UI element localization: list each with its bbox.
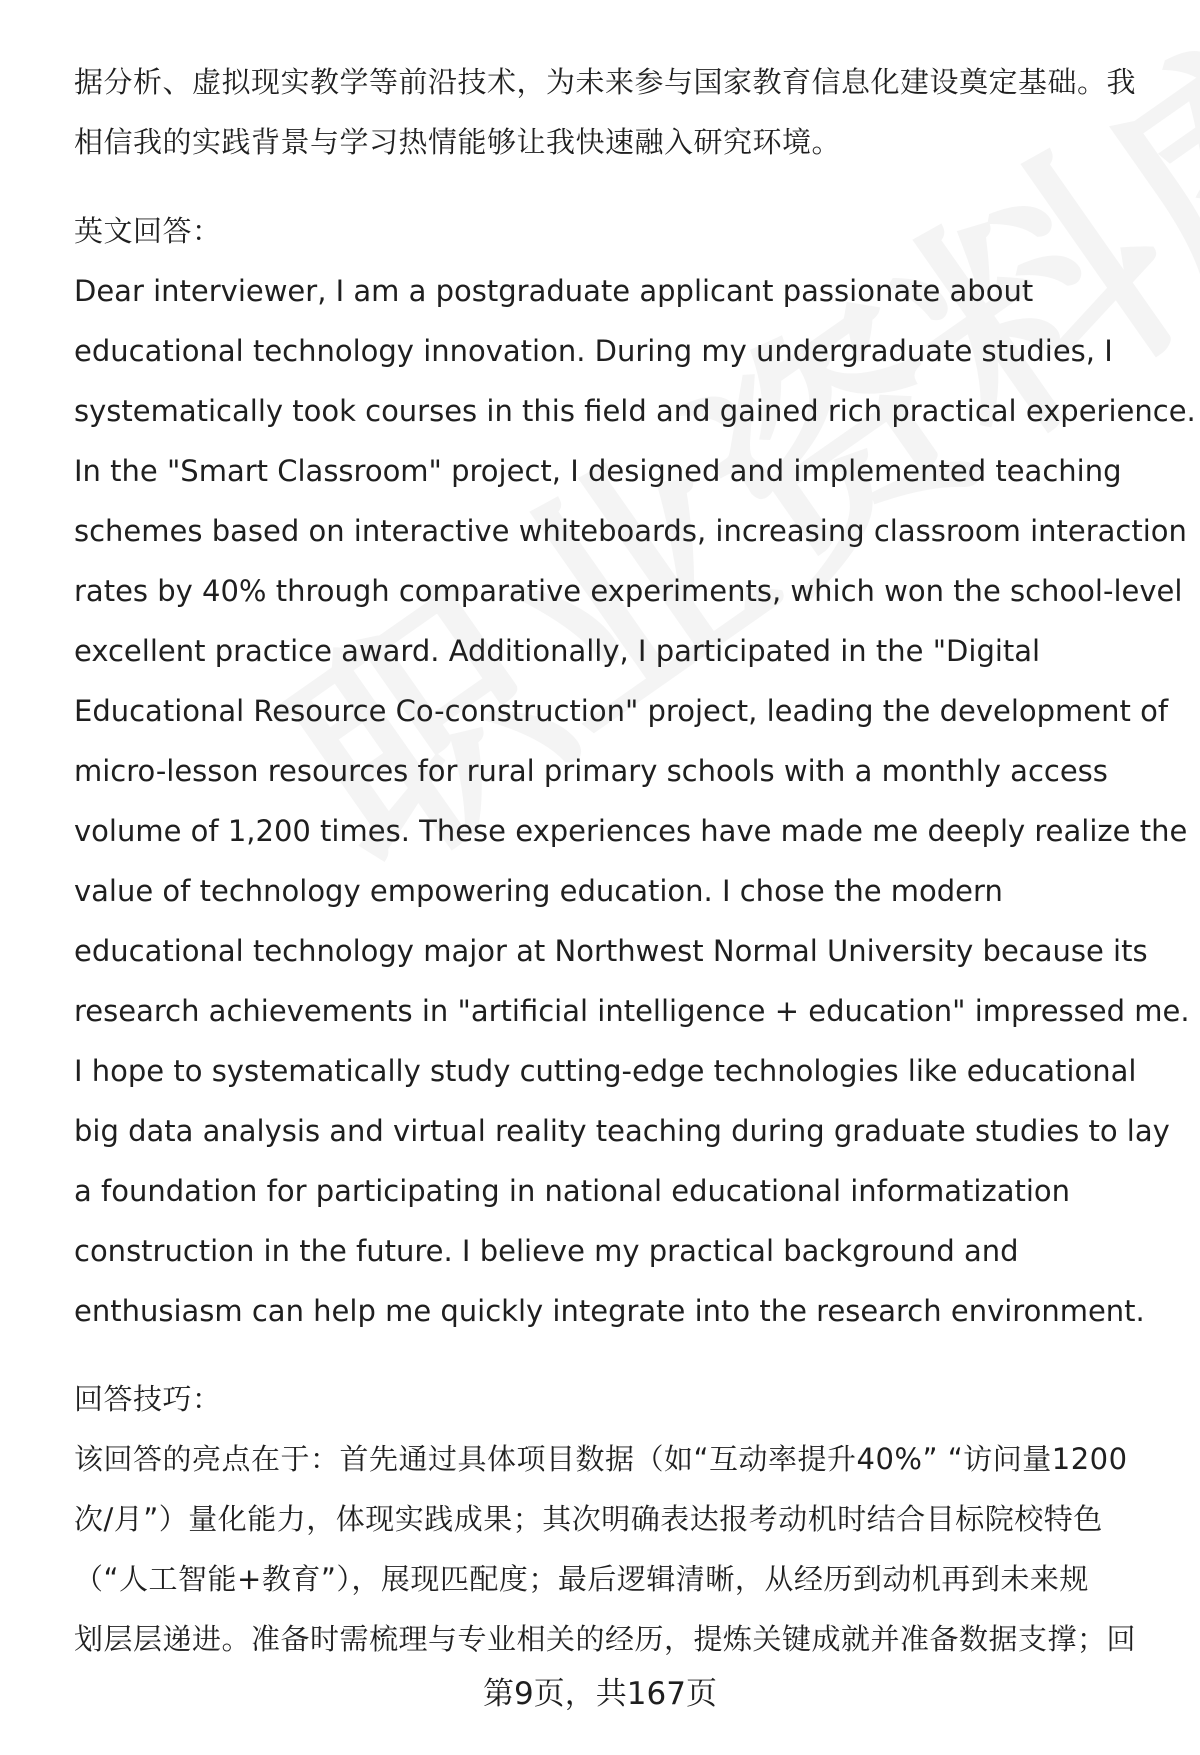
paragraph-line: systematically took courses in this field and gained rich practical experience. <box>74 394 1196 428</box>
paragraph-line: 据分析、虚拟现实教学等前沿技术，为未来参与国家教育信息化建设奠定基础。我 <box>74 65 1137 99</box>
paragraph-line: （“人工智能+教育”），展现匹配度；最后逻辑清晰，从经历到动机再到未来规 <box>74 1562 1089 1596</box>
paragraph-line: volume of 1,200 times. These experiences have made me deeply realize the <box>74 814 1188 848</box>
paragraph-line: 相信我的实践背景与学习热情能够让我快速融入研究环境。 <box>74 125 842 159</box>
page-number: 第9页，共167页 <box>483 1676 717 1712</box>
paragraph-line: micro-lesson resources for rural primary schools with a monthly access <box>74 754 1108 788</box>
section-heading: 英文回答： <box>74 214 222 248</box>
paragraph-line: excellent practice award. Additionally, I participated in the "Digital <box>74 634 1041 668</box>
paragraph-line: big data analysis and virtual reality teaching during graduate studies to lay <box>74 1114 1170 1148</box>
chinese-answer-tail <box>74 52 1164 172</box>
paragraph-line: educational technology major at Northwest Normal University because its <box>74 934 1148 968</box>
section-heading: 回答技巧： <box>74 1382 222 1416</box>
paragraph-line: research achievements in "artificial intelligence + education" impressed me. <box>74 994 1190 1028</box>
answer-tips-section <box>74 1369 1164 1669</box>
paragraph-line: I hope to systematically study cutting-edge technologies like educational <box>74 1054 1137 1088</box>
paragraph-line: rates by 40% through comparative experiments, which won the school-level <box>74 574 1183 608</box>
paragraph-line: Educational Resource Co-construction" project, leading the development of <box>74 694 1169 728</box>
document-content <box>74 52 1196 1669</box>
paragraph-line: 该回答的亮点在于：首先通过具体项目数据（如“互动率提升40%” “访问量1200 <box>74 1442 1128 1476</box>
paragraph-line: In the "Smart Classroom" project, I designed and implemented teaching <box>74 454 1122 488</box>
english-answer-section <box>74 201 1196 1341</box>
paragraph-line: a foundation for participating in national educational informatization <box>74 1174 1071 1208</box>
paragraph-line: value of technology empowering education. I chose the modern <box>74 874 1003 908</box>
paragraph-line: 次/月”）量化能力，体现实践成果；其次明确表达报考动机时结合目标院校特色 <box>74 1502 1103 1536</box>
paragraph-line: 划层层递进。准备时需梳理与专业相关的经历，提炼关键成就并准备数据支撑；回 <box>74 1622 1137 1656</box>
paragraph-line: construction in the future. I believe my practical background and <box>74 1234 1019 1268</box>
paragraph-line: enthusiasm can help me quickly integrate into the research environment. <box>74 1294 1145 1328</box>
paragraph-line: schemes based on interactive whiteboards, increasing classroom interaction <box>74 514 1187 548</box>
paragraph-line: Dear interviewer, I am a postgraduate applicant passionate about <box>74 274 1034 308</box>
paragraph-line: educational technology innovation. During my undergraduate studies, I <box>74 334 1113 368</box>
